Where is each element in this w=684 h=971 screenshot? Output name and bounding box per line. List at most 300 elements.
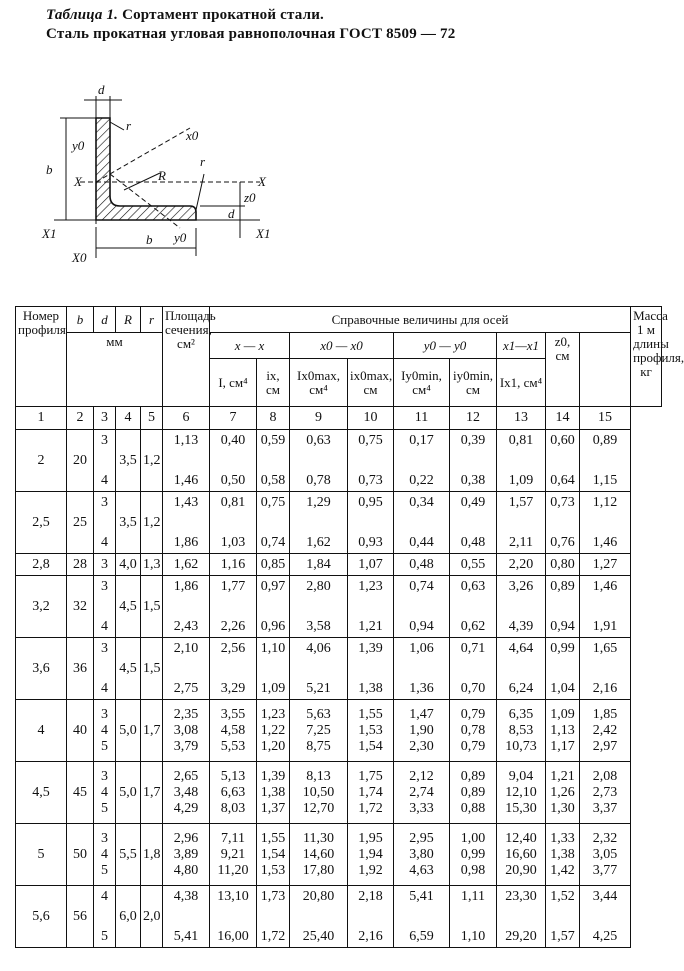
cell-mass-value: 2,16 [592, 680, 618, 696]
cell-b: 28 [67, 554, 94, 576]
cell-ix-value: 1,39 [260, 768, 286, 784]
cell-Ix0max [290, 492, 348, 554]
cell-ix0max-value: 1,53 [358, 722, 383, 738]
cell-Ix1-value: 29,20 [505, 928, 537, 944]
cell-mass-value: 2,97 [592, 738, 618, 754]
cell-I-value: 3,29 [220, 680, 246, 696]
cell-iy0min-value: 0,48 [460, 534, 486, 550]
cell-area-value: 5,41 [173, 928, 199, 944]
cell-d-value: 5 [101, 862, 108, 878]
cell-ix0max [348, 576, 394, 638]
cell-z0-value: 1,33 [550, 830, 575, 846]
cell-r: 1,7 [141, 762, 163, 824]
cell-ix-value: 1,23 [260, 706, 286, 722]
cell-ix0max-value: 1,94 [358, 846, 383, 862]
cell-Iy0min-value: 1,36 [409, 680, 434, 696]
cell-I-value: 11,20 [217, 862, 249, 878]
cell-ix0max-value: 1,75 [358, 768, 383, 784]
cell-d-value: 3 [101, 432, 108, 448]
profile-group-row [16, 700, 662, 762]
cell-Iy0min-value: 4,63 [409, 862, 434, 878]
diagram-label-x0-bottom: X0 [72, 250, 87, 265]
cell-iy0min-value: 0,89 [460, 784, 486, 800]
cell-I-value: 5,53 [220, 738, 246, 754]
header-reference: Справочные величины для осей [210, 307, 631, 333]
cell-mass [580, 576, 631, 638]
cell-profile: 3,6 [16, 638, 67, 700]
cell-d-value: 5 [101, 738, 108, 754]
cell-mass-value: 3,05 [592, 846, 618, 862]
diagram-label-y0-bottom: y0 [174, 230, 187, 245]
cell-Iy0min-value: 1,06 [409, 640, 434, 656]
cell-ix [257, 886, 290, 948]
cell-Ix1-value: 8,53 [508, 722, 534, 738]
table-title-label: Таблица 1. [46, 7, 119, 23]
cell-R: 5,0 [116, 762, 141, 824]
cell-area [163, 554, 210, 576]
cell-z0 [546, 554, 580, 576]
cell-I-value: 1,16 [220, 556, 246, 572]
cell-mass-value: 1,15 [592, 472, 618, 488]
table-title [46, 7, 324, 24]
profile-group-row [16, 430, 662, 492]
cell-ix0max-value: 1,92 [358, 862, 383, 878]
cell-d-value: 3 [101, 768, 108, 784]
diagram-label-x-left: X [74, 174, 82, 189]
cell-area [163, 638, 210, 700]
header-r: r [141, 307, 163, 333]
cell-Ix0max-value: 12,70 [302, 800, 335, 816]
cell-ix0max-value: 1,72 [358, 800, 383, 816]
diagram-label-b-bottom: b [146, 232, 153, 247]
cell-z0 [546, 430, 580, 492]
table-subtitle: Сталь прокатная угловая равнополочная ГОСТ 8509 — 72 [46, 26, 456, 42]
cell-ix0max-value: 0,93 [358, 534, 383, 550]
cell-profile: 2,8 [16, 554, 67, 576]
header-ix0max: ix0max, см [348, 359, 394, 407]
cell-I-value: 16,00 [217, 928, 249, 944]
profile-group-row [16, 554, 662, 576]
cell-iy0min-value: 1,00 [460, 830, 486, 846]
column-number: 14 [546, 407, 580, 430]
cell-iy0min [450, 492, 497, 554]
cell-mass [580, 492, 631, 554]
cell-I [210, 762, 257, 824]
cell-Iy0min-value: 3,80 [409, 846, 434, 862]
column-number: 9 [290, 407, 348, 430]
cell-ix0max [348, 824, 394, 886]
cell-ix-value: 0,58 [260, 472, 286, 488]
header-Ix0max: Ix0max, см⁴ [290, 359, 348, 407]
column-number: 13 [497, 407, 546, 430]
cell-Iy0min-value: 5,41 [409, 888, 434, 904]
cell-Ix0max [290, 638, 348, 700]
header-iy0min: iy0min, см [450, 359, 497, 407]
cell-Ix0max-value: 20,80 [302, 888, 335, 904]
cell-I-value: 1,03 [220, 534, 246, 550]
cell-area-value: 3,89 [173, 846, 199, 862]
diagram-label-r-right: r [200, 154, 206, 169]
column-number: 10 [348, 407, 394, 430]
cell-ix0max [348, 492, 394, 554]
diagram-label-x0-top: x0 [186, 128, 199, 143]
cell-ix0max-value: 1,07 [358, 556, 383, 572]
cell-r: 1,8 [141, 824, 163, 886]
cell-Ix0max [290, 576, 348, 638]
steel-angle-table [15, 306, 684, 948]
cell-area-value: 1,86 [173, 534, 199, 550]
cell-r: 1,5 [141, 638, 163, 700]
cell-I [210, 430, 257, 492]
cell-area-value: 2,10 [173, 640, 199, 656]
cell-Ix0max-value: 2,80 [306, 578, 331, 594]
column-number: 12 [450, 407, 497, 430]
cell-ix0max-value: 1,21 [358, 618, 383, 634]
cell-profile: 3,2 [16, 576, 67, 638]
cell-mass [580, 762, 631, 824]
cell-I [210, 638, 257, 700]
profile-group-row [16, 638, 662, 700]
profile-group-row [16, 824, 662, 886]
cell-z0 [546, 824, 580, 886]
cell-area-value: 1,86 [173, 578, 199, 594]
header-R: R [116, 307, 141, 333]
cell-mass-value: 1,65 [592, 640, 618, 656]
cell-I-value: 0,81 [220, 494, 246, 510]
cell-area-value: 3,08 [173, 722, 199, 738]
header-axis-xx: x — x [210, 333, 290, 359]
cell-ix0max-value: 1,38 [358, 680, 383, 696]
cell-ix0max [348, 638, 394, 700]
cell-z0 [546, 492, 580, 554]
cell-mass-value: 3,37 [592, 800, 618, 816]
cell-d [94, 492, 116, 554]
cell-ix [257, 700, 290, 762]
cell-mass-value: 2,42 [592, 722, 618, 738]
cell-area [163, 576, 210, 638]
cell-R: 4,0 [116, 554, 141, 576]
cell-ix-value: 0,75 [260, 494, 286, 510]
cell-z0 [546, 762, 580, 824]
cell-ix [257, 824, 290, 886]
profile-group-row [16, 492, 662, 554]
diagram-label-x-right: X [258, 174, 266, 189]
cell-Ix0max-value: 14,60 [302, 846, 335, 862]
cell-Iy0min-value: 2,95 [409, 830, 434, 846]
cell-ix [257, 554, 290, 576]
cell-iy0min-value: 0,49 [460, 494, 486, 510]
cell-Ix1-value: 20,90 [505, 862, 537, 878]
cell-mass-value: 1,12 [592, 494, 618, 510]
cell-Ix0max-value: 7,25 [306, 722, 331, 738]
cell-Ix0max [290, 700, 348, 762]
cell-iy0min [450, 554, 497, 576]
cell-I-value: 0,40 [220, 432, 246, 448]
cell-Iy0min [394, 576, 450, 638]
cell-iy0min-value: 0,71 [460, 640, 486, 656]
cell-area-value: 1,43 [173, 494, 199, 510]
cell-Iy0min-value: 0,94 [409, 618, 434, 634]
cell-area [163, 700, 210, 762]
cell-ix-value: 1,37 [260, 800, 286, 816]
cell-Ix0max [290, 554, 348, 576]
cell-Ix1 [497, 762, 546, 824]
column-number-row [16, 407, 662, 430]
cell-area-value: 3,79 [173, 738, 199, 754]
cell-mass-value: 2,32 [592, 830, 618, 846]
cell-r: 2,0 [141, 886, 163, 948]
cell-R: 5,0 [116, 700, 141, 762]
cell-area-value: 4,80 [173, 862, 199, 878]
cell-profile: 4 [16, 700, 67, 762]
cell-r: 1,7 [141, 700, 163, 762]
cell-Ix0max-value: 8,75 [306, 738, 331, 754]
cell-Iy0min [394, 762, 450, 824]
cell-Ix1 [497, 576, 546, 638]
cell-d-value: 4 [101, 618, 108, 634]
cell-Ix1 [497, 554, 546, 576]
cell-Ix1-value: 2,11 [509, 534, 533, 550]
cell-profile: 2,5 [16, 492, 67, 554]
cell-d [94, 576, 116, 638]
cell-z0-value: 1,17 [550, 738, 575, 754]
cell-ix0max-value: 0,75 [358, 432, 383, 448]
cell-iy0min [450, 824, 497, 886]
cell-mass-value: 3,44 [592, 888, 618, 904]
cell-iy0min-value: 0,38 [460, 472, 486, 488]
cell-Iy0min [394, 554, 450, 576]
cell-area-value: 2,75 [173, 680, 199, 696]
cell-ix-value: 1,55 [260, 830, 286, 846]
cell-Ix1-value: 10,73 [505, 738, 537, 754]
cell-z0-value: 1,26 [550, 784, 575, 800]
cell-z0-value: 1,42 [550, 862, 575, 878]
cell-Iy0min-value: 0,44 [409, 534, 434, 550]
cell-d-value: 3 [101, 556, 108, 572]
cell-z0 [546, 700, 580, 762]
cell-Iy0min-value: 0,17 [409, 432, 434, 448]
cell-Iy0min [394, 886, 450, 948]
cell-z0 [546, 886, 580, 948]
cell-iy0min-value: 0,63 [460, 578, 486, 594]
cell-iy0min-value: 0,70 [460, 680, 486, 696]
diagram-label-b-left: b [46, 162, 53, 177]
diagram-label-y0-top: y0 [72, 138, 85, 153]
cell-ix [257, 576, 290, 638]
cell-b: 36 [67, 638, 94, 700]
cell-iy0min-value: 0,88 [460, 800, 486, 816]
cell-area [163, 886, 210, 948]
cell-ix-value: 1,38 [260, 784, 286, 800]
cell-mass [580, 824, 631, 886]
cell-ix-value: 1,54 [260, 846, 286, 862]
cell-z0-value: 0,73 [550, 494, 575, 510]
cell-Iy0min [394, 824, 450, 886]
cell-z0-value: 1,13 [550, 722, 575, 738]
cell-z0-value: 1,30 [550, 800, 575, 816]
cell-b: 25 [67, 492, 94, 554]
cell-Iy0min [394, 430, 450, 492]
cell-Ix1-value: 6,24 [508, 680, 534, 696]
cell-area-value: 1,13 [173, 432, 199, 448]
cell-Ix1-value: 12,40 [505, 830, 537, 846]
cell-I [210, 886, 257, 948]
profile-group-row [16, 762, 662, 824]
cell-mass [580, 886, 631, 948]
cell-area-value: 2,65 [173, 768, 199, 784]
cell-ix-value: 0,97 [260, 578, 286, 594]
cell-z0-value: 1,38 [550, 846, 575, 862]
cell-ix [257, 638, 290, 700]
cell-area-value: 2,43 [173, 618, 199, 634]
cell-I [210, 492, 257, 554]
cell-d-value: 4 [101, 534, 108, 550]
cell-Iy0min [394, 638, 450, 700]
cell-mass-value: 2,73 [592, 784, 618, 800]
header-axis-x1x1: x1—x1 [497, 333, 546, 359]
cell-b: 56 [67, 886, 94, 948]
cell-I-value: 1,77 [220, 578, 246, 594]
cell-ix0max-value: 0,95 [358, 494, 383, 510]
cell-ix-value: 0,59 [260, 432, 286, 448]
cell-Ix1-value: 1,57 [508, 494, 534, 510]
cell-Iy0min-value: 0,48 [409, 556, 434, 572]
cell-area-value: 1,62 [173, 556, 199, 572]
cell-z0-value: 0,99 [550, 640, 575, 656]
cell-z0-value: 1,21 [550, 768, 575, 784]
cell-mass-value: 1,46 [592, 578, 618, 594]
header-mm: мм [67, 333, 163, 407]
cell-z0-value: 0,60 [550, 432, 575, 448]
cell-mass-value: 4,25 [592, 928, 618, 944]
cell-ix0max [348, 430, 394, 492]
cell-ix-value: 0,85 [260, 556, 286, 572]
cell-Ix0max-value: 11,30 [303, 830, 334, 846]
cell-ix0max-value: 2,16 [358, 928, 383, 944]
header-Iy0min: Iy0min, см⁴ [394, 359, 450, 407]
cell-Ix1-value: 15,30 [505, 800, 537, 816]
cell-area [163, 430, 210, 492]
cell-Ix0max [290, 430, 348, 492]
diagram-label-d-top: d [98, 82, 105, 97]
cell-I-value: 0,50 [220, 472, 246, 488]
cell-ix-value: 0,74 [260, 534, 286, 550]
cell-area-value: 2,35 [173, 706, 199, 722]
cell-area [163, 492, 210, 554]
cell-d-value: 5 [101, 800, 108, 816]
cell-z0-value: 0,64 [550, 472, 575, 488]
cell-area-value: 4,38 [173, 888, 199, 904]
cell-z0-value: 1,57 [550, 928, 575, 944]
diagram-label-x1-right: X1 [256, 226, 271, 241]
header-z0: z0, см [546, 333, 580, 407]
column-number: 1 [16, 407, 67, 430]
cell-ix0max-value: 1,74 [358, 784, 383, 800]
cell-b: 45 [67, 762, 94, 824]
cell-mass-value: 3,77 [592, 862, 618, 878]
cell-d-value: 3 [101, 578, 108, 594]
cell-d [94, 886, 116, 948]
cell-z0-value: 1,04 [550, 680, 575, 696]
cell-I [210, 554, 257, 576]
column-number: 2 [67, 407, 94, 430]
cell-iy0min-value: 0,99 [460, 846, 486, 862]
column-number: 11 [394, 407, 450, 430]
cell-R: 4,5 [116, 576, 141, 638]
cell-ix [257, 430, 290, 492]
cell-d-value: 3 [101, 706, 108, 722]
cell-Ix1-value: 23,30 [505, 888, 537, 904]
cell-Ix1-value: 2,20 [508, 556, 534, 572]
cell-Ix0max-value: 4,06 [306, 640, 331, 656]
header-axis-x0x0: x0 — x0 [290, 333, 394, 359]
cell-d-value: 3 [101, 830, 108, 846]
cell-ix0max-value: 1,39 [358, 640, 383, 656]
cell-Iy0min [394, 492, 450, 554]
cell-Ix0max-value: 1,84 [306, 556, 331, 572]
cell-Ix0max-value: 17,80 [302, 862, 335, 878]
cell-ix0max-value: 1,23 [358, 578, 383, 594]
cell-I-value: 3,55 [220, 706, 246, 722]
cell-I-value: 2,26 [220, 618, 246, 634]
cell-R: 5,5 [116, 824, 141, 886]
cell-Ix0max-value: 5,63 [306, 706, 331, 722]
cell-Ix0max [290, 824, 348, 886]
cell-ix0max-value: 1,55 [358, 706, 383, 722]
cell-ix0max-value: 1,95 [358, 830, 383, 846]
table-title-text: Сортамент прокатной стали. [122, 7, 325, 23]
header-b: b [67, 307, 94, 333]
cell-ix-value: 1,20 [260, 738, 286, 754]
cell-Ix0max [290, 762, 348, 824]
cell-Ix1 [497, 886, 546, 948]
header-ix: ix, см [257, 359, 290, 407]
column-number: 15 [580, 407, 631, 430]
column-number: 5 [141, 407, 163, 430]
column-number: 7 [210, 407, 257, 430]
cell-I-value: 5,13 [220, 768, 246, 784]
cell-Ix1-value: 16,60 [505, 846, 537, 862]
cell-mass-value: 1,46 [592, 534, 618, 550]
cell-area-value: 3,48 [173, 784, 199, 800]
cell-Ix1-value: 3,26 [508, 578, 534, 594]
cell-r: 1,5 [141, 576, 163, 638]
cell-d-value: 4 [101, 888, 108, 904]
cell-I-value: 6,63 [220, 784, 246, 800]
cell-mass-value: 1,85 [592, 706, 618, 722]
cell-area-value: 1,46 [173, 472, 199, 488]
cell-I-value: 9,21 [220, 846, 246, 862]
cell-Iy0min-value: 2,30 [409, 738, 434, 754]
cell-Ix0max-value: 0,63 [306, 432, 331, 448]
cell-z0-value: 0,76 [550, 534, 575, 550]
cell-ix-value: 0,96 [260, 618, 286, 634]
cell-iy0min-value: 0,78 [460, 722, 486, 738]
cell-d [94, 430, 116, 492]
cell-d-value: 4 [101, 680, 108, 696]
cell-z0-value: 0,94 [550, 618, 575, 634]
cell-iy0min [450, 700, 497, 762]
cell-z0 [546, 638, 580, 700]
cell-ix-value: 1,53 [260, 862, 286, 878]
cell-Ix1-value: 12,10 [505, 784, 537, 800]
cell-ix0max-value: 1,54 [358, 738, 383, 754]
cell-I-value: 4,58 [220, 722, 246, 738]
cell-Ix1 [497, 430, 546, 492]
cell-I-value: 2,56 [220, 640, 246, 656]
cell-area-value: 2,96 [173, 830, 199, 846]
cell-d [94, 762, 116, 824]
